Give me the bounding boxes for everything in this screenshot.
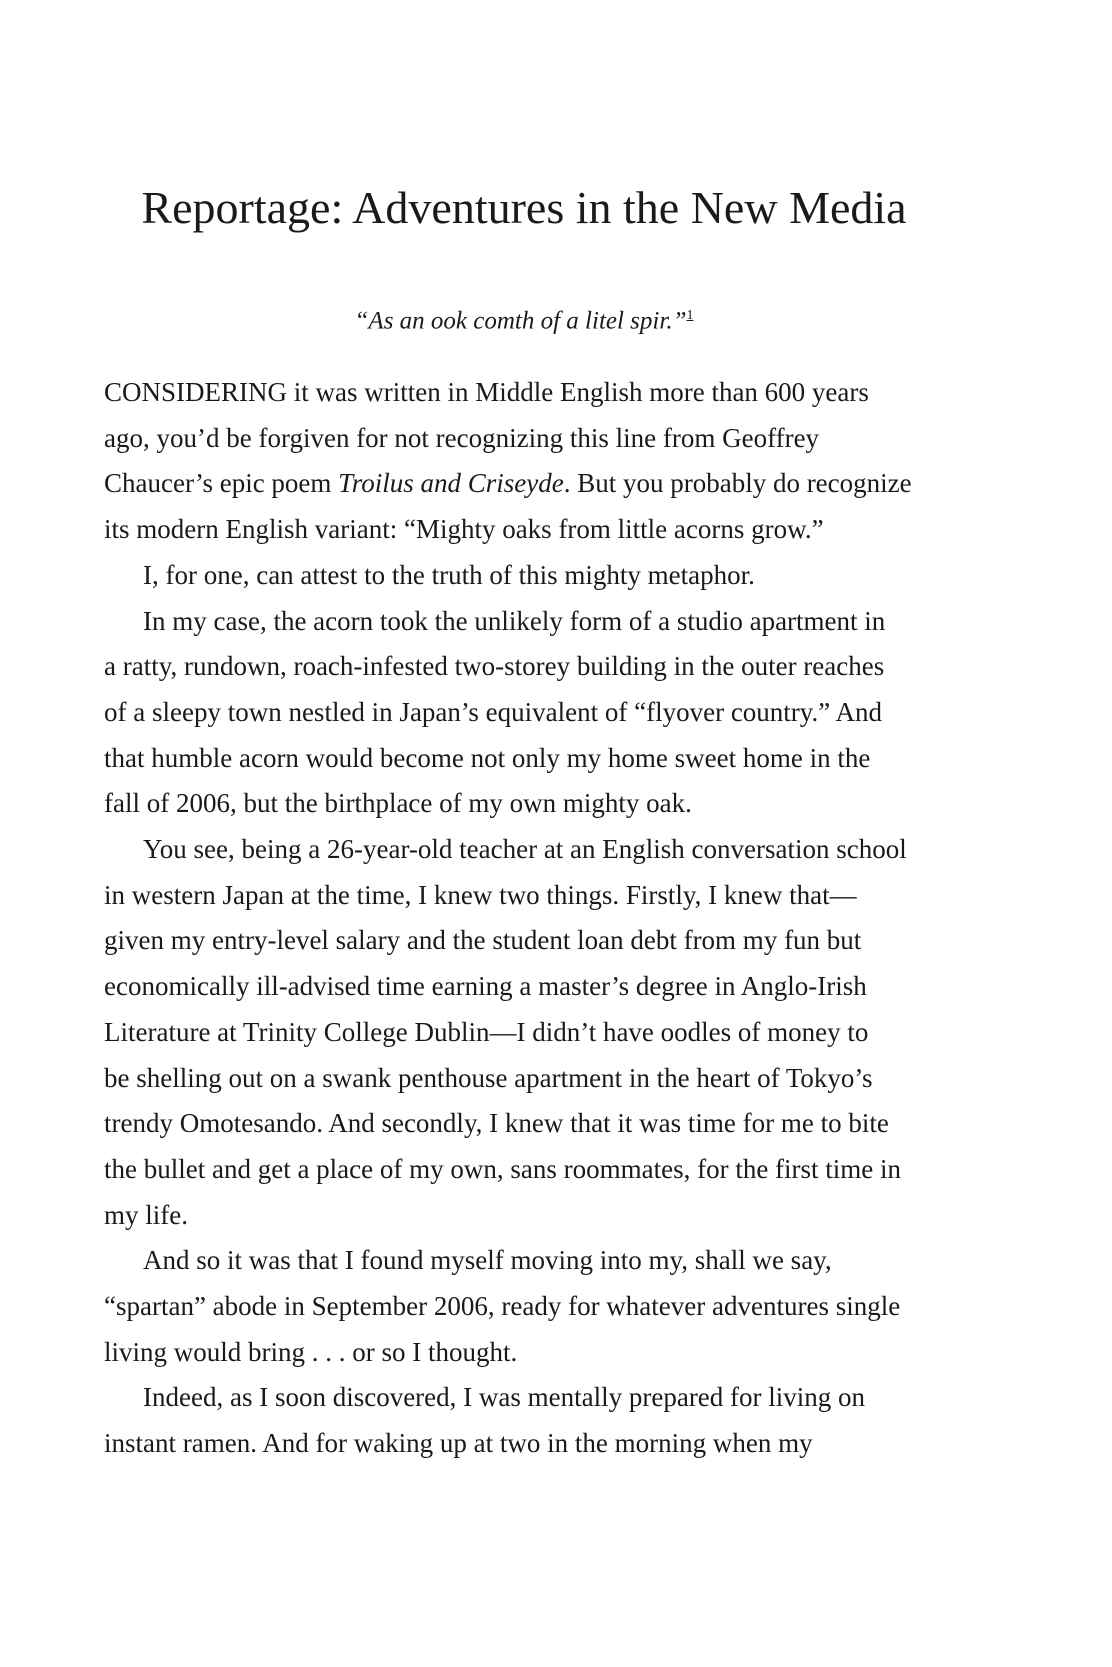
text-line [104, 827, 944, 873]
text-run: my life. [104, 1199, 188, 1230]
text-run: . But you probably do recognize [563, 468, 912, 499]
text-run: Indeed, as I soon discovered, I was mentally prepared for living on [143, 1382, 866, 1413]
text-run: of a sleepy town nestled in Japan’s equivalent of “flyover country.” And [104, 696, 883, 727]
text-line [104, 964, 944, 1010]
text-run: CONSIDERING it was written in Middle English more than 600 years [104, 377, 869, 407]
text-run: trendy Omotesando. And secondly, I knew that it was time for me to bite [104, 1108, 889, 1139]
text-run: a ratty, rundown, roach-infested two-storey building in the outer reaches [104, 651, 885, 682]
text-line [104, 918, 944, 964]
text-run: In my case, the acorn took the unlikely form of a studio apartment in [143, 605, 886, 636]
text-line [104, 1421, 944, 1467]
text-line [104, 1238, 944, 1284]
text-run: ago, you’d be forgiven for not recognizing this line from Geoffrey [104, 422, 820, 453]
text-line [104, 461, 944, 507]
text-line [104, 553, 944, 599]
text-run: the bullet and get a place of my own, sans roommates, for the first time in [104, 1153, 902, 1184]
epigraph-text: “As an ook comth of a litel spir.” [354, 307, 687, 335]
text-line [104, 1147, 944, 1193]
text-line [104, 1101, 944, 1147]
text-line [104, 370, 944, 416]
body-text [104, 370, 944, 1467]
text-line [104, 1330, 944, 1376]
text-line [104, 690, 944, 736]
text-line [104, 873, 944, 919]
footnote-link[interactable]: 1 [686, 308, 694, 323]
text-run: And so it was that I found myself moving into my, shall we say, [143, 1245, 832, 1276]
text-run: Chaucer’s epic poem [104, 468, 339, 499]
text-line [104, 416, 944, 462]
text-line [104, 736, 944, 782]
text-line [104, 1010, 944, 1056]
text-run: Literature at Trinity College Dublin—I didn’t have oodles of money to [104, 1016, 869, 1047]
text-run: instant ramen. And for waking up at two in the morning when my [104, 1428, 813, 1459]
book-title-italic: Troilus and Criseyde [338, 468, 564, 499]
text-run: its modern English variant: “Mighty oaks from little acorns grow.” [104, 514, 824, 545]
text-line [104, 644, 944, 690]
text-run: be shelling out on a swank penthouse apartment in the heart of Tokyo’s [104, 1062, 873, 1093]
text-run: fall of 2006, but the birthplace of my own mighty oak. [104, 788, 692, 819]
text-line [104, 1193, 944, 1239]
text-run: You see, being a 26-year-old teacher at an English conversation school [143, 834, 907, 865]
text-run: living would bring . . . or so I thought. [104, 1336, 518, 1367]
text-run: economically ill-advised time earning a master’s degree in Anglo-Irish [104, 971, 867, 1002]
chapter-title: Reportage: Adventures in the New Media [141, 182, 907, 233]
text-run: that humble acorn would become not only my home sweet home in the [104, 742, 871, 773]
text-run: given my entry-level salary and the student loan debt from my fun but [104, 925, 862, 956]
text-run: I, for one, can attest to the truth of this mighty metaphor. [143, 559, 755, 590]
text-line [104, 507, 944, 553]
text-line [104, 1056, 944, 1102]
text-line [104, 1284, 944, 1330]
text-run: “spartan” abode in September 2006, ready for whatever adventures single [104, 1291, 901, 1322]
epigraph [104, 296, 944, 341]
text-line [104, 1375, 944, 1421]
text-line [104, 781, 944, 827]
text-run: in western Japan at the time, I knew two things. Firstly, I knew that— [104, 879, 857, 910]
text-line [104, 599, 944, 645]
